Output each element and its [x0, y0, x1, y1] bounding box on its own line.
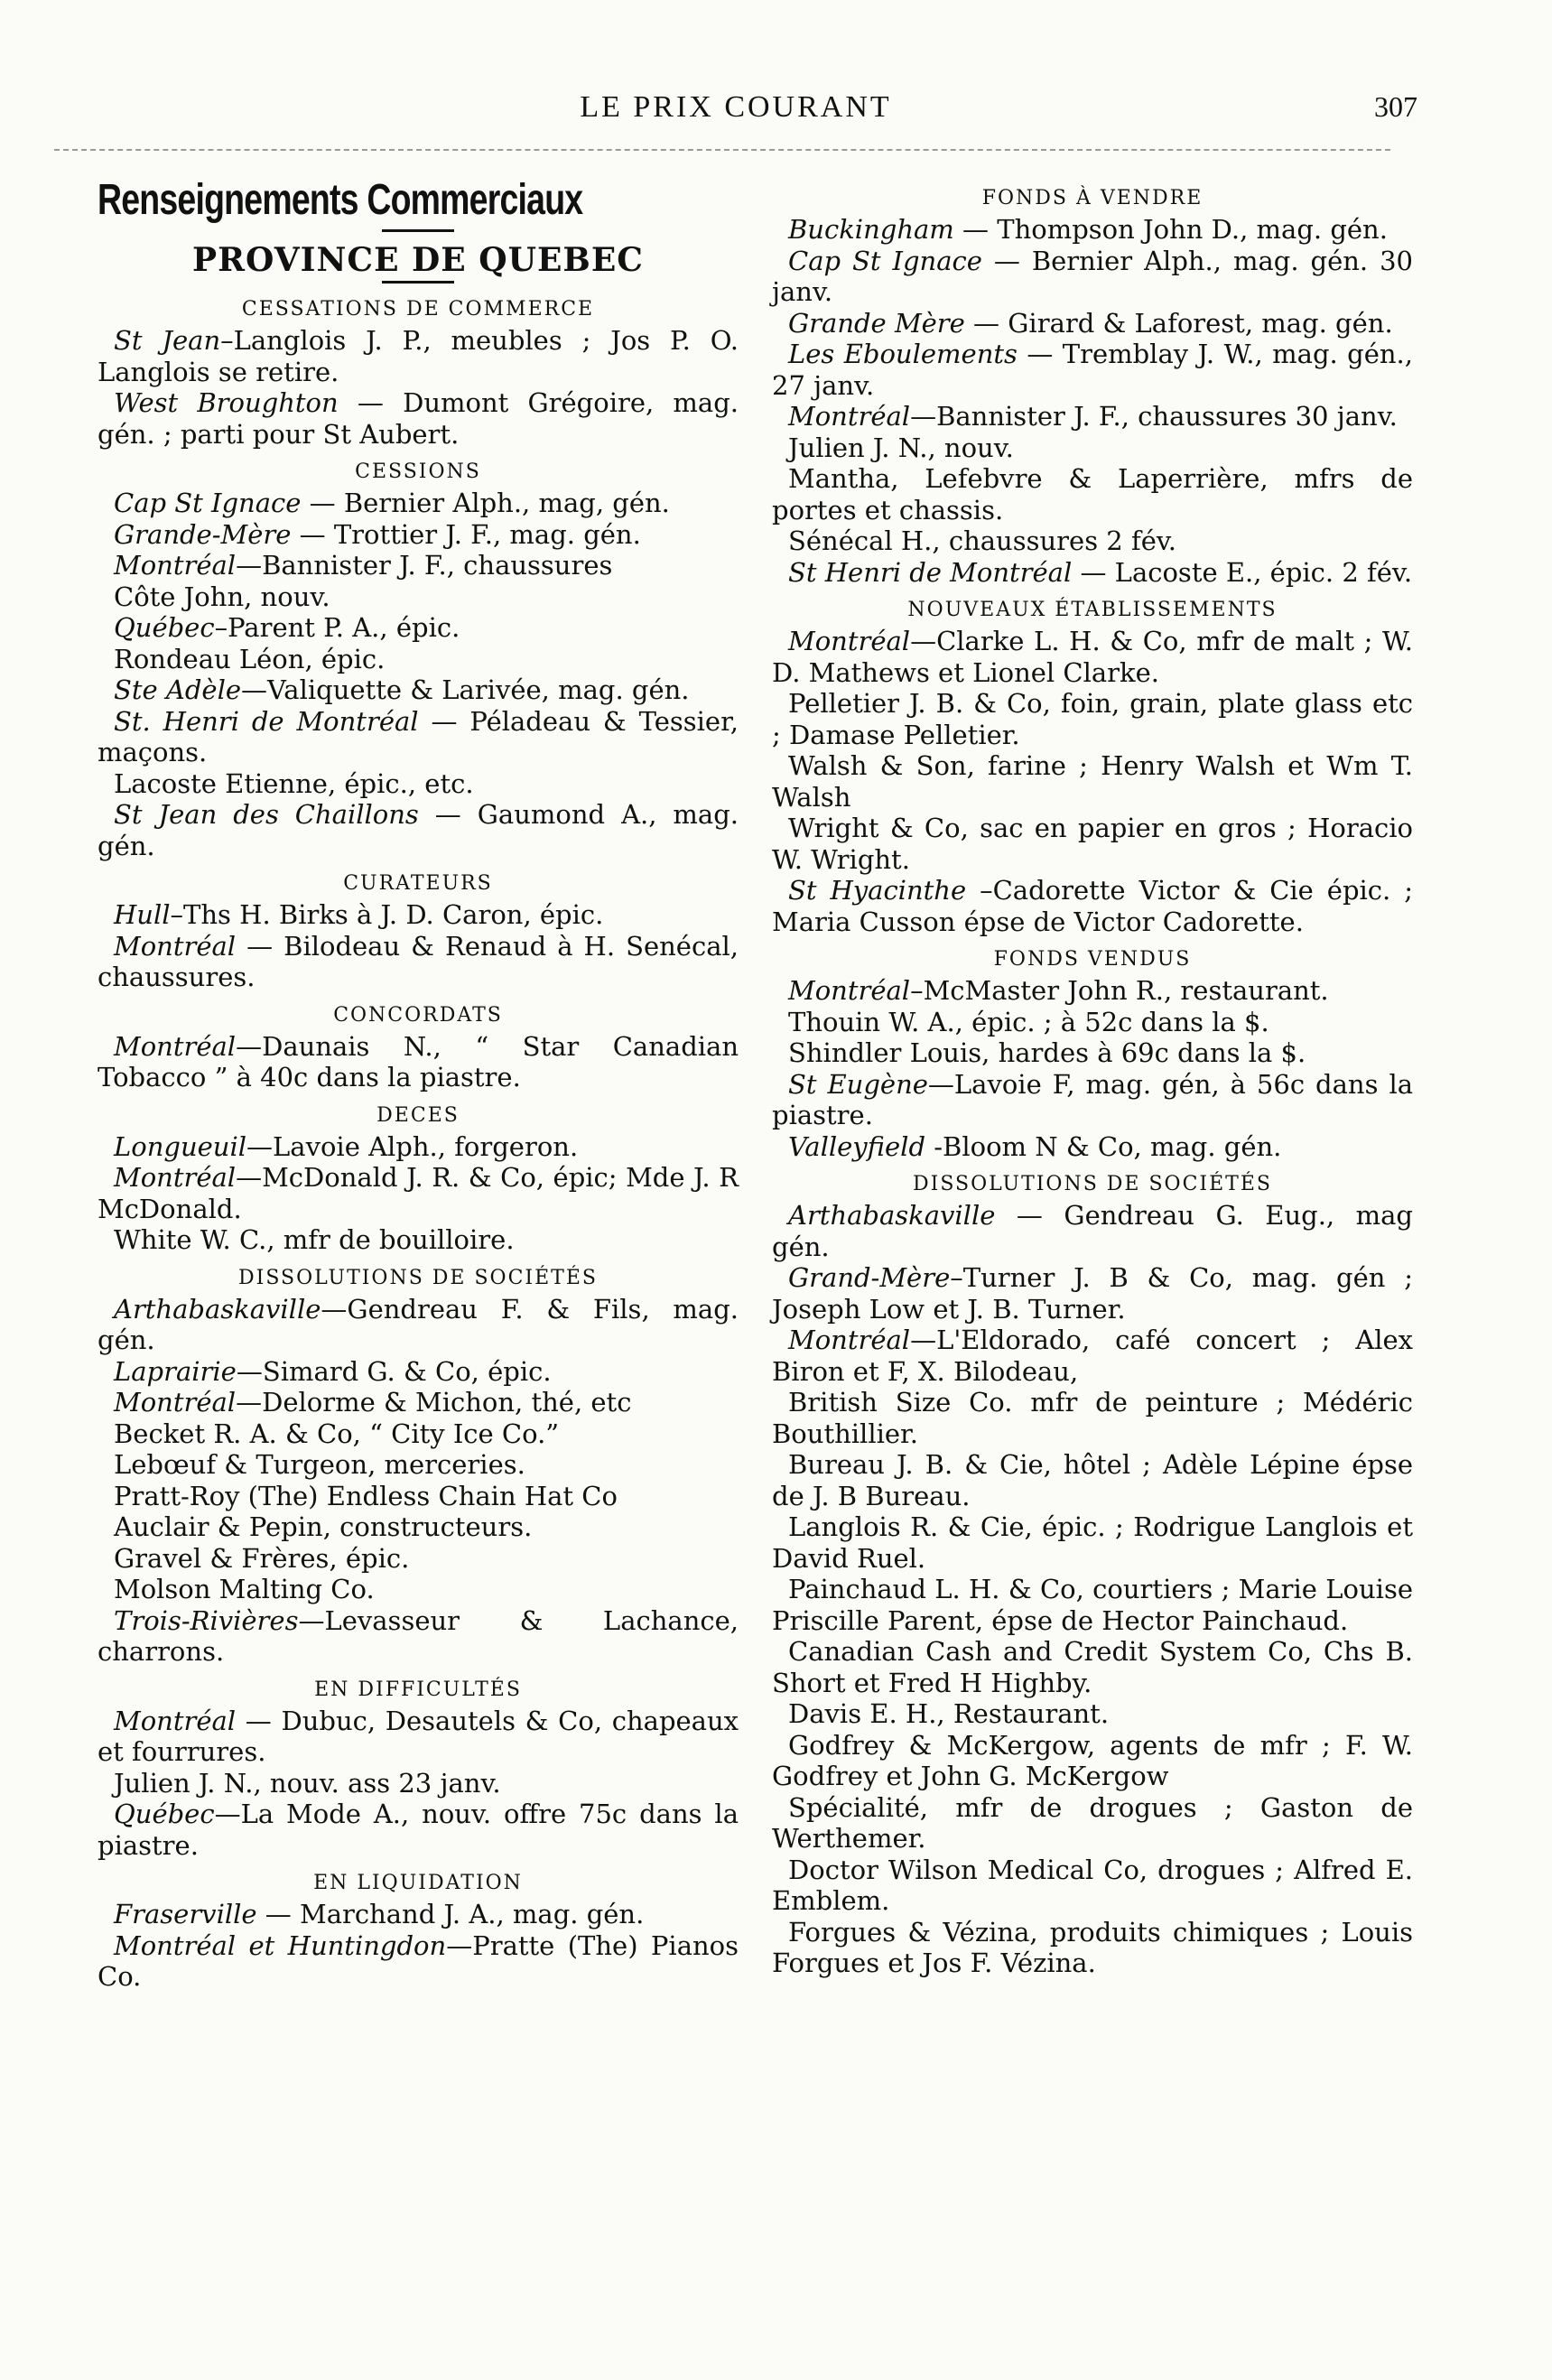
entry-text: –Cadorette Victor & Cie épic. ; Maria Cusson épse de Victor Cadorette. — [772, 875, 1414, 937]
entry-text: –Ths H. Birks à J. D. Caron, épic. — [170, 899, 604, 930]
section-heading: DECES — [376, 1103, 460, 1127]
listing-entry — [98, 799, 739, 861]
entry-text: Langlois R. & Cie, épic. ; Rodrigue Langlois et David Ruel. — [772, 1511, 1413, 1574]
entry-place: Arthabaskaville — [788, 1200, 996, 1231]
entry-text: Godfrey & McKergow, agents de mfr ; F. W. Godfrey et John G. McKergow — [772, 1729, 1413, 1791]
entry-place: Montréal — [788, 626, 911, 656]
entry-text: Lebœuf & Turgeon, merceries. — [114, 1449, 525, 1480]
listing-entry — [772, 308, 1413, 339]
listing-entry — [772, 626, 1413, 688]
province-heading: PROVINCE DE QUEBEC — [192, 240, 644, 279]
listing-entry — [772, 525, 1413, 557]
entry-place: Montréal — [114, 930, 237, 962]
listing-entry — [772, 246, 1413, 308]
listing-entry — [772, 557, 1413, 589]
listing-entry — [772, 1007, 1413, 1038]
title-rule — [382, 229, 454, 232]
entry-text: Spécialité, mfr de drogues ; Gaston de Werthemer. — [772, 1791, 1413, 1854]
section-heading: FONDS À VENDRE — [981, 187, 1203, 209]
entry-place: Cap St Ignace — [788, 245, 982, 276]
entry-text: —McDonald J. R. & Co, épic; Mde J. R McDonald. — [98, 1162, 739, 1224]
header-rule — [54, 149, 1390, 151]
entry-text: Sénécal H., chaussures 2 fév. — [788, 525, 1177, 556]
entry-place: Grande-Mère — [114, 518, 292, 550]
listing-entry — [772, 1917, 1413, 1979]
listing-entry — [98, 674, 739, 706]
section-heading: EN LIQUIDATION — [313, 1872, 523, 1894]
entry-text: Bureau J. B. & Cie, hôtel ; Adèle Lépine épse de J. B Bureau. — [772, 1449, 1413, 1511]
listing-entry — [98, 612, 739, 644]
listing-entry — [772, 1037, 1413, 1069]
listing-entry — [98, 768, 739, 800]
entry-text: — Lacoste E., épic. 2 fév. — [1072, 556, 1413, 588]
entry-place: Montréal et Huntingdon — [114, 1929, 447, 1961]
entry-place: Montréal — [114, 1705, 237, 1736]
listing-entry — [772, 339, 1413, 401]
listing-entry — [772, 214, 1413, 246]
section-heading: CESSIONS — [355, 460, 481, 483]
entry-place: Québec — [114, 612, 215, 643]
listing-entry — [772, 432, 1413, 464]
entry-place: Hull — [114, 899, 171, 930]
entry-place: Montréal — [788, 975, 911, 1006]
listing-entry — [98, 1768, 739, 1799]
entry-text: Pelletier J. B. & Co, foin, grain, plate glass etc ; Damase Pelletier. — [772, 688, 1413, 750]
listing-entry — [98, 1930, 739, 1993]
entry-text: —Valiquette & Larivée, mag. gén. — [241, 674, 690, 705]
entry-text: Wright & Co, sac en papier en gros ; Horacio W. Wright. — [772, 813, 1413, 875]
listing-entry — [98, 387, 739, 450]
entry-text: — Dubuc, Desautels & Co, chapeaux et fourrures. — [98, 1705, 739, 1767]
entry-place: St Hyacinthe — [788, 875, 967, 906]
listing-entry — [772, 813, 1413, 875]
running-title: LE PRIX COURANT — [580, 90, 892, 124]
listing-entry — [98, 931, 739, 993]
left-groups — [98, 296, 739, 1993]
entry-text: — Péladeau & Tessier, maçons. — [98, 705, 739, 767]
entry-place: Montréal — [114, 1162, 237, 1193]
entry-text: — Trottier J. F., mag. gén. — [291, 518, 641, 550]
entry-text: Côte John, nouv. — [114, 581, 330, 612]
listing-entry — [98, 1418, 739, 1450]
listing-entry — [772, 1325, 1413, 1387]
entry-text: — Bernier Alph., mag. gén. 30 janv. — [772, 245, 1413, 307]
left-column — [98, 176, 739, 1993]
entry-text: –Parent P. A., épic. — [214, 612, 460, 643]
entry-place: St Jean des Chaillons — [114, 799, 419, 830]
listing-entry — [98, 1899, 739, 1930]
entry-text: Julien J. N., nouv. ass 23 janv. — [114, 1767, 501, 1799]
listing-entry — [98, 1799, 739, 1861]
section-heading: CURATEURS — [343, 872, 493, 895]
section-title: Renseignements Commerciaux — [98, 176, 583, 224]
listing-entry — [772, 1131, 1413, 1163]
listing-entry — [772, 875, 1413, 937]
listing-entry — [772, 1730, 1413, 1792]
entry-text: —Daunais N., “ Star Canadian Tobacco ” à 40c dans la piastre. — [98, 1030, 739, 1092]
listing-entry — [98, 325, 739, 387]
entry-place: Montréal — [788, 401, 911, 432]
entry-text: —Bannister J. F., chaussures 30 janv. — [910, 401, 1398, 432]
entry-text: — Gendreau G. Eug., mag gén. — [772, 1200, 1413, 1262]
entry-place: West Broughton — [114, 387, 339, 418]
listing-entry — [98, 519, 739, 551]
entry-text: — Bilodeau & Renaud à H. Senécal, chaussures. — [98, 930, 739, 992]
entry-text: —Clarke L. H. & Co, mfr de malt ; W. D. Mathews et Lionel Clarke. — [772, 626, 1413, 688]
entry-text: Canadian Cash and Credit System Co, Chs B. Short et Fred H Highby. — [772, 1636, 1413, 1698]
entry-text: Pratt-Roy (The) Endless Chain Hat Co — [114, 1480, 618, 1511]
listing-entry — [772, 1511, 1413, 1574]
listing-entry — [98, 581, 739, 613]
section-heading: FONDS VENDUS — [993, 948, 1192, 971]
entry-text: Auclair & Pepin, constructeurs. — [114, 1511, 533, 1542]
entry-text: Davis E. H., Restaurant. — [788, 1698, 1110, 1729]
entry-text: –McMaster John R., restaurant. — [910, 975, 1329, 1006]
listing-entry — [772, 1792, 1413, 1855]
entry-place: Buckingham — [788, 214, 954, 245]
section-heading: DISSOLUTIONS DE SOCIÉTÉS — [238, 1266, 598, 1289]
entry-place: St Henri de Montréal — [788, 556, 1073, 588]
entry-text: —Bannister J. F., chaussures — [236, 550, 613, 581]
entry-text: Lacoste Etienne, épic., etc. — [114, 767, 474, 799]
entry-place: St Eugène — [788, 1068, 928, 1100]
entry-place: Grande Mère — [788, 307, 965, 339]
entry-place: St. Henri de Montréal — [114, 705, 419, 737]
listing-entry — [98, 1605, 739, 1668]
entry-text: —Lavoie F, mag. gén, à 56c dans la piastre. — [772, 1068, 1414, 1130]
entry-text: —La Mode A., nouv. offre 75c dans la piastre. — [98, 1799, 739, 1861]
entry-text: Molson Malting Co. — [114, 1574, 375, 1604]
entry-text: —Levasseur & Lachance, charrons. — [98, 1604, 739, 1667]
section-heading: DISSOLUTIONS DE SOCIÉTÉS — [913, 1173, 1272, 1195]
listing-entry — [98, 1543, 739, 1575]
listing-entry — [772, 1574, 1413, 1636]
listing-entry — [772, 401, 1413, 432]
listing-entry — [772, 1262, 1413, 1325]
entry-place: Trois-Rivières — [114, 1604, 299, 1636]
listing-entry — [98, 488, 739, 519]
listing-entry — [772, 750, 1413, 813]
entry-text: —L'Eldorado, café concert ; Alex Biron et F, X. Bilodeau, — [772, 1325, 1413, 1387]
section-heading: CESSATIONS DE COMMERCE — [241, 298, 595, 321]
entry-text: — Dumont Grégoire, mag. gén. ; parti pour St Aubert. — [98, 387, 739, 450]
listing-entry — [98, 1511, 739, 1543]
listing-entry — [98, 706, 739, 768]
entry-text: Thouin W. A., épic. ; à 52c dans la $. — [788, 1006, 1269, 1037]
entry-text: Walsh & Son, farine ; Henry Walsh et Wm T. Walsh — [772, 750, 1413, 813]
right-column — [772, 176, 1413, 1979]
listing-entry — [772, 1636, 1413, 1698]
entry-place: St Jean — [114, 325, 221, 356]
entry-text: Gravel & Frères, épic. — [114, 1542, 410, 1574]
entry-text: —Lavoie Alph., forgeron. — [246, 1130, 579, 1162]
entry-text: — Tremblay J. W., mag. gén., 27 janv. — [772, 339, 1413, 401]
entry-text: Shindler Louis, hardes à 69c dans la $. — [788, 1037, 1306, 1068]
entry-text: Becket R. A. & Co, “ City Ice Co.” — [114, 1418, 560, 1449]
listing-entry — [98, 1481, 739, 1512]
entry-place: Montréal — [788, 1325, 911, 1355]
entry-text: Mantha, Lefebvre & Laperrière, mfrs de portes et chassis. — [772, 463, 1413, 525]
entry-text: Forgues & Vézina, produits chimiques ; Louis Forgues et Jos F. Vézina. — [772, 1916, 1413, 1978]
entry-text: Painchaud L. H. & Co, courtiers ; Marie Louise Priscille Parent, épse de Hector Painchaud. — [772, 1574, 1413, 1636]
listing-entry — [98, 1356, 739, 1388]
entry-text: Doctor Wilson Medical Co, drogues ; Alfred E. Emblem. — [772, 1854, 1413, 1916]
entry-place: Montréal — [114, 1030, 237, 1062]
entry-text: —Gendreau F. & Fils, mag. gén. — [98, 1293, 739, 1355]
entry-text: Julien J. N., nouv. — [788, 432, 1014, 463]
entry-text: -Bloom N & Co, mag. gén. — [925, 1130, 1282, 1162]
entry-text: — Thompson John D., mag. gén. — [953, 214, 1388, 245]
section-heading: EN DIFFICULTÉS — [314, 1678, 522, 1701]
entry-text: — Marchand J. A., mag. gén. — [256, 1899, 645, 1929]
entry-text: –Turner J. B & Co, mag. gén ; Joseph Low et J. B. Turner. — [772, 1262, 1413, 1325]
listing-entry — [772, 975, 1413, 1007]
listing-entry — [98, 1449, 739, 1481]
section-heading: CONCORDATS — [333, 1003, 503, 1027]
listing-entry — [98, 1387, 739, 1418]
entry-text: —Simard G. & Co, épic. — [236, 1355, 552, 1387]
listing-entry — [98, 1131, 739, 1163]
entry-text: British Size Co. mfr de peinture ; Médéric Bouthillier. — [772, 1387, 1413, 1449]
listing-entry — [772, 688, 1413, 750]
listing-entry — [98, 644, 739, 675]
entry-place: Valleyfield — [788, 1130, 926, 1162]
listing-entry — [772, 1069, 1413, 1131]
entry-place: Grand-Mère — [788, 1262, 951, 1293]
page-header — [54, 90, 1417, 135]
entry-text: —Pratte (The) Pianos Co. — [98, 1929, 739, 1992]
entry-text: Rondeau Léon, épic. — [114, 643, 386, 674]
section-heading: NOUVEAUX ÉTABLISSEMENTS — [907, 599, 1278, 621]
listing-entry — [772, 1698, 1413, 1730]
listing-entry — [98, 550, 739, 581]
listing-entry — [772, 1449, 1413, 1511]
entry-place: Fraserville — [114, 1899, 257, 1929]
entry-place: Cap St Ignace — [114, 488, 302, 518]
entry-text: White W. C., mfr de bouilloire. — [114, 1224, 515, 1255]
entry-place: Laprairie — [114, 1355, 237, 1387]
listing-entry — [772, 463, 1413, 525]
entry-text: — Gaumond A., mag. gén. — [98, 799, 739, 861]
entry-text: –Langlois J. P., meubles ; Jos P. O. Langlois se retire. — [98, 325, 739, 387]
entry-place: Les Eboulements — [788, 339, 1018, 369]
entry-place: Arthabaskaville — [114, 1293, 321, 1325]
entry-place: Ste Adèle — [114, 674, 242, 705]
entry-text: —Delorme & Michon, thé, etc — [236, 1387, 632, 1418]
entry-text: — Girard & Laforest, mag. gén. — [964, 307, 1393, 339]
listing-entry — [772, 1200, 1413, 1262]
entry-text: — Bernier Alph., mag, gén. — [301, 488, 670, 518]
entry-place: Montréal — [114, 1387, 237, 1418]
province-rule — [382, 281, 454, 284]
listing-entry — [98, 1574, 739, 1605]
right-groups — [772, 185, 1413, 1979]
listing-entry — [98, 1162, 739, 1224]
listing-entry — [98, 1031, 739, 1093]
page-number: 307 — [1374, 90, 1417, 123]
listing-entry — [772, 1387, 1413, 1449]
listing-entry — [98, 899, 739, 931]
listing-entry — [98, 1294, 739, 1356]
listing-entry — [772, 1855, 1413, 1917]
entry-place: Longueuil — [114, 1130, 247, 1162]
entry-place: Québec — [114, 1799, 215, 1829]
entry-place: Montréal — [114, 550, 237, 581]
listing-entry — [98, 1224, 739, 1256]
listing-entry — [98, 1706, 739, 1768]
